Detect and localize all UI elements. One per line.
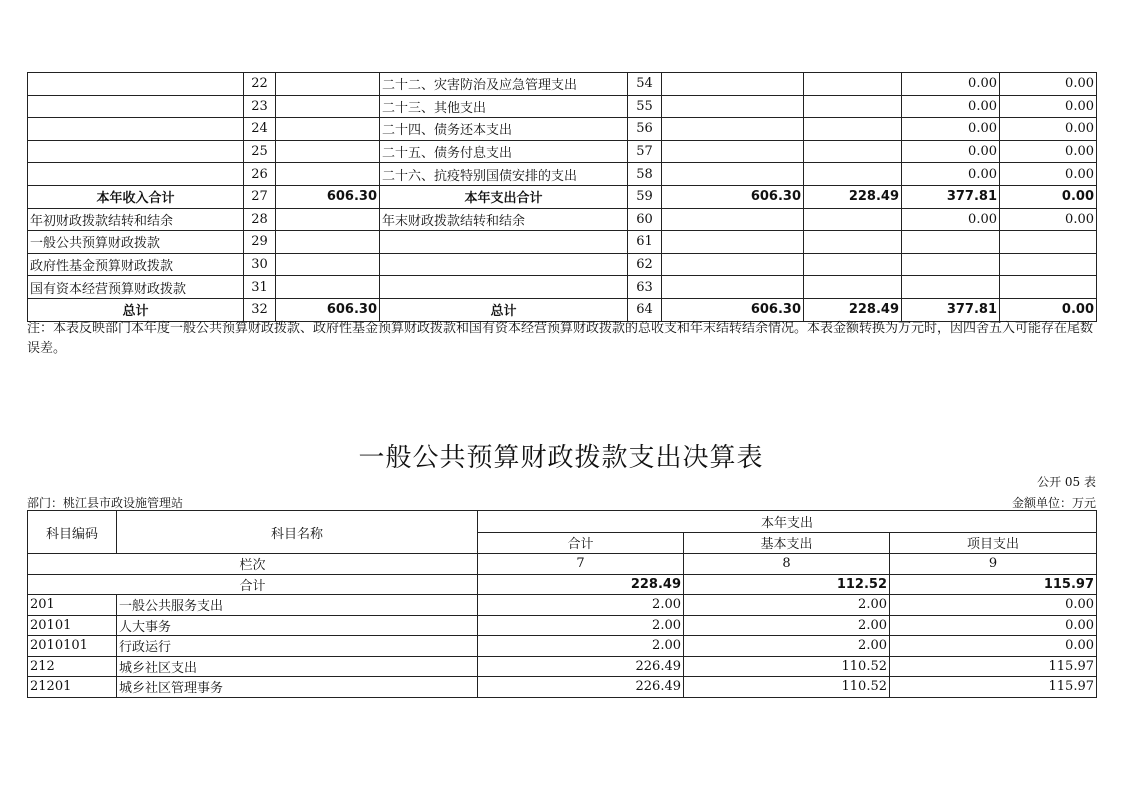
- expense-fund-budget: [902, 231, 1000, 254]
- expense-total: 606.30: [662, 298, 804, 321]
- table-row: [28, 163, 1097, 186]
- expense-item: 二十三、其他支出: [380, 95, 628, 118]
- col-project-number: 9: [890, 554, 1097, 575]
- income-amount: [276, 140, 380, 163]
- subject-name: 人大事务: [117, 615, 478, 636]
- row-total: 226.49: [478, 677, 684, 698]
- table-row: [28, 73, 1097, 96]
- expense-total: [662, 208, 804, 231]
- income-line-number: 24: [244, 118, 276, 141]
- income-line-number: 30: [244, 253, 276, 276]
- basic-header: 基本支出: [684, 532, 890, 554]
- income-line-number: 26: [244, 163, 276, 186]
- subject-code-header: 科目编码: [28, 511, 117, 554]
- expense-item: 总计: [380, 298, 628, 321]
- income-amount: [276, 118, 380, 141]
- expense-general-budget: [804, 73, 902, 96]
- expense-total: [662, 231, 804, 254]
- subject-name: 城乡社区管理事务: [117, 677, 478, 698]
- expense-state-capital: 0.00: [1000, 208, 1097, 231]
- income-amount: [276, 276, 380, 299]
- col-total-number: 7: [478, 554, 684, 575]
- expense-item: 二十五、债务付息支出: [380, 140, 628, 163]
- expenditure-table: [27, 510, 1097, 698]
- income-amount: [276, 253, 380, 276]
- expense-state-capital: 0.00: [1000, 298, 1097, 321]
- income-item: [28, 118, 244, 141]
- subject-code: 21201: [28, 677, 117, 698]
- sum-row: [28, 574, 1097, 595]
- expense-state-capital: 0.00: [1000, 185, 1097, 208]
- sum-label: 合计: [28, 574, 478, 595]
- expense-item: [380, 253, 628, 276]
- table-note: 注：本表反映部门本年度一般公共预算财政拨款、政府性基金预算财政拨款和国有资本经营预算财政拨款的总收支和年末结转结余情况。本表金额转换为万元时，因四舍五入可能存在尾数误差。: [27, 321, 1094, 356]
- income-item: 本年收入合计: [28, 185, 244, 208]
- col-basic-number: 8: [684, 554, 890, 575]
- income-item: 总计: [28, 298, 244, 321]
- expense-total: [662, 73, 804, 96]
- expense-general-budget: 228.49: [804, 298, 902, 321]
- income-item: 年初财政拨款结转和结余: [28, 208, 244, 231]
- subject-code: 20101: [28, 615, 117, 636]
- expense-state-capital: [1000, 231, 1097, 254]
- row-project: 0.00: [890, 595, 1097, 616]
- expense-total: [662, 163, 804, 186]
- expense-state-capital: 0.00: [1000, 95, 1097, 118]
- line-number-row: [28, 554, 1097, 575]
- income-amount: 606.30: [276, 298, 380, 321]
- expense-state-capital: [1000, 253, 1097, 276]
- row-total: 2.00: [478, 595, 684, 616]
- expense-general-budget: [804, 95, 902, 118]
- form-code: 公开 05 表: [1037, 475, 1096, 489]
- table-row: [28, 677, 1097, 698]
- sum-total: 228.49: [478, 574, 684, 595]
- expense-fund-budget: 0.00: [902, 95, 1000, 118]
- income-line-number: 23: [244, 95, 276, 118]
- expense-line-number: 54: [628, 73, 662, 96]
- row-total: 226.49: [478, 656, 684, 677]
- expense-fund-budget: [902, 276, 1000, 299]
- subject-name: 城乡社区支出: [117, 656, 478, 677]
- expense-line-number: 60: [628, 208, 662, 231]
- income-item: [28, 140, 244, 163]
- row-project: 115.97: [890, 656, 1097, 677]
- table-row: [28, 185, 1097, 208]
- table-row: [28, 276, 1097, 299]
- table-row: [28, 140, 1097, 163]
- expense-total: [662, 95, 804, 118]
- row-total: 2.00: [478, 615, 684, 636]
- expense-general-budget: [804, 253, 902, 276]
- expense-general-budget: [804, 276, 902, 299]
- expense-state-capital: 0.00: [1000, 73, 1097, 96]
- income-amount: [276, 208, 380, 231]
- expense-line-number: 61: [628, 231, 662, 254]
- expense-line-number: 63: [628, 276, 662, 299]
- expense-item: 年末财政拨款结转和结余: [380, 208, 628, 231]
- subject-code: 212: [28, 656, 117, 677]
- expense-general-budget: [804, 208, 902, 231]
- expense-state-capital: 0.00: [1000, 163, 1097, 186]
- row-basic: 2.00: [684, 615, 890, 636]
- table-row: [28, 208, 1097, 231]
- table-row: [28, 253, 1097, 276]
- row-project: 115.97: [890, 677, 1097, 698]
- subject-name: 一般公共服务支出: [117, 595, 478, 616]
- expense-fund-budget: 0.00: [902, 118, 1000, 141]
- subject-code: 201: [28, 595, 117, 616]
- expense-fund-budget: 0.00: [902, 208, 1000, 231]
- expense-line-number: 62: [628, 253, 662, 276]
- expense-general-budget: 228.49: [804, 185, 902, 208]
- expense-general-budget: [804, 163, 902, 186]
- expense-item: 二十六、抗疫特别国债安排的支出: [380, 163, 628, 186]
- expense-item: 二十二、灾害防治及应急管理支出: [380, 73, 628, 96]
- current-year-header: 本年支出: [478, 511, 1097, 533]
- expense-total: [662, 276, 804, 299]
- line-label: 栏次: [28, 554, 478, 575]
- expense-fund-budget: 0.00: [902, 163, 1000, 186]
- expense-line-number: 56: [628, 118, 662, 141]
- expense-line-number: 59: [628, 185, 662, 208]
- table-row: [28, 118, 1097, 141]
- row-basic: 2.00: [684, 636, 890, 657]
- page-title: 一般公共预算财政拨款支出决算表: [358, 443, 764, 473]
- table-row: [28, 95, 1097, 118]
- row-project: 0.00: [890, 615, 1097, 636]
- table-row: [28, 595, 1097, 616]
- income-line-number: 31: [244, 276, 276, 299]
- expense-fund-budget: 0.00: [902, 140, 1000, 163]
- row-basic: 2.00: [684, 595, 890, 616]
- row-basic: 110.52: [684, 656, 890, 677]
- table-row: [28, 656, 1097, 677]
- department-label: 部门：桃江县市政设施管理站: [27, 496, 184, 510]
- expense-line-number: 55: [628, 95, 662, 118]
- expense-line-number: 57: [628, 140, 662, 163]
- expense-fund-budget: [902, 253, 1000, 276]
- subject-name: 行政运行: [117, 636, 478, 657]
- income-item: 政府性基金预算财政拨款: [28, 253, 244, 276]
- expense-fund-budget: 377.81: [902, 298, 1000, 321]
- unit-label: 金额单位：万元: [1011, 496, 1096, 510]
- table-row: [28, 615, 1097, 636]
- expense-item: [380, 231, 628, 254]
- sum-basic: 112.52: [684, 574, 890, 595]
- expense-line-number: 58: [628, 163, 662, 186]
- expense-line-number: 64: [628, 298, 662, 321]
- header-row-1: [28, 511, 1097, 533]
- expense-total: 606.30: [662, 185, 804, 208]
- income-expense-table: [27, 72, 1097, 322]
- table-row: [28, 231, 1097, 254]
- income-amount: [276, 231, 380, 254]
- income-amount: [276, 95, 380, 118]
- income-item: [28, 163, 244, 186]
- row-project: 0.00: [890, 636, 1097, 657]
- expense-item: 本年支出合计: [380, 185, 628, 208]
- expense-state-capital: 0.00: [1000, 118, 1097, 141]
- income-item: 国有资本经营预算财政拨款: [28, 276, 244, 299]
- income-item: [28, 73, 244, 96]
- expense-item: 二十四、债务还本支出: [380, 118, 628, 141]
- income-line-number: 32: [244, 298, 276, 321]
- income-line-number: 29: [244, 231, 276, 254]
- expense-fund-budget: 0.00: [902, 73, 1000, 96]
- total-header: 合计: [478, 532, 684, 554]
- income-item: 一般公共预算财政拨款: [28, 231, 244, 254]
- expense-item: [380, 276, 628, 299]
- expense-state-capital: 0.00: [1000, 140, 1097, 163]
- income-line-number: 22: [244, 73, 276, 96]
- income-line-number: 27: [244, 185, 276, 208]
- subject-code: 2010101: [28, 636, 117, 657]
- row-basic: 110.52: [684, 677, 890, 698]
- income-amount: [276, 73, 380, 96]
- row-total: 2.00: [478, 636, 684, 657]
- expense-total: [662, 140, 804, 163]
- expense-general-budget: [804, 118, 902, 141]
- expense-fund-budget: 377.81: [902, 185, 1000, 208]
- sum-project: 115.97: [890, 574, 1097, 595]
- subject-name-header: 科目名称: [117, 511, 478, 554]
- income-amount: 606.30: [276, 185, 380, 208]
- expense-total: [662, 253, 804, 276]
- income-amount: [276, 163, 380, 186]
- expense-state-capital: [1000, 276, 1097, 299]
- expense-general-budget: [804, 231, 902, 254]
- expense-general-budget: [804, 140, 902, 163]
- table-row: [28, 636, 1097, 657]
- expense-total: [662, 118, 804, 141]
- table-row: [28, 298, 1097, 321]
- income-item: [28, 95, 244, 118]
- income-line-number: 28: [244, 208, 276, 231]
- income-line-number: 25: [244, 140, 276, 163]
- project-header: 项目支出: [890, 532, 1097, 554]
